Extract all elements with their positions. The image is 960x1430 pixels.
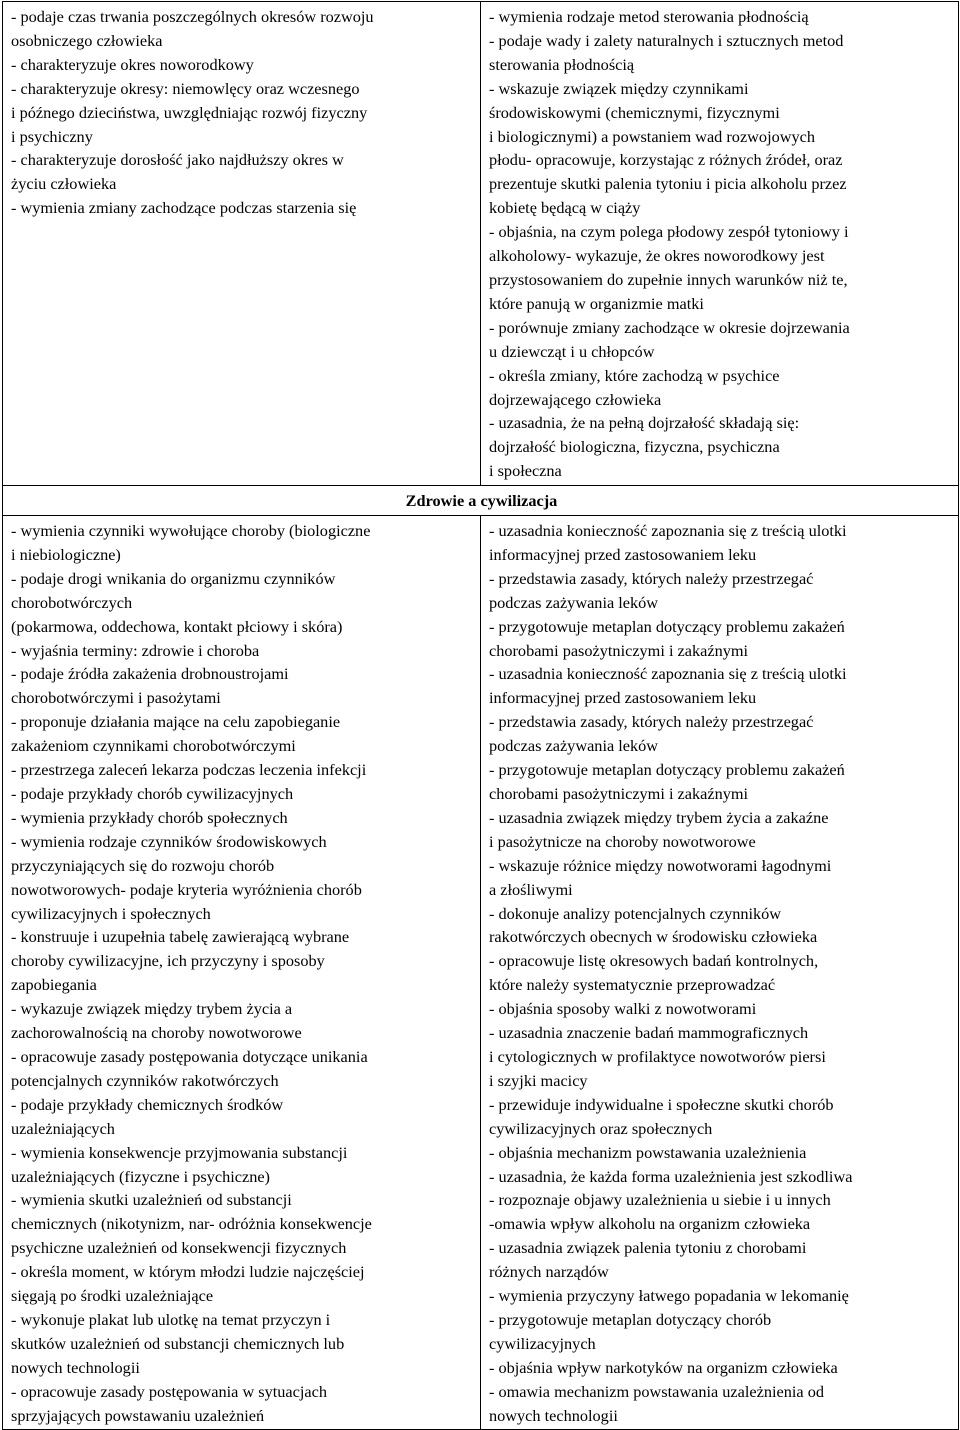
text-line: płodu- opracowuje, korzystając z różnych źródeł, oraz [489, 150, 843, 170]
text-line: (pokarmowa, oddechowa, kontakt płciowy i skóra) [11, 616, 343, 636]
text-line: a złośliwymi [489, 879, 573, 899]
text-line: które panują w organizmie matki [489, 293, 704, 313]
text-line: - proponuje działania mające na celu zapobieganie [11, 712, 341, 732]
text-line: cywilizacyjnych [489, 1333, 596, 1353]
table-row [3, 2, 959, 486]
text-line: różnych narządów [489, 1262, 609, 1282]
text-line: - przygotowuje metaplan dotyczący problemu zakażeń [489, 616, 845, 636]
text-line: życiu człowieka [11, 174, 117, 194]
text-line: choroby cywilizacyjne, ich przyczyny i sposoby [11, 951, 325, 971]
table-row [3, 516, 959, 1430]
text-line: rakotwórczych obecnych w środowisku człowieka [489, 927, 818, 947]
text-line: - uzasadnia, że na pełną dojrzałość składają się: [489, 413, 800, 433]
top-right-cell [481, 2, 959, 486]
text-line: - podaje drogi wnikania do organizmu czynników [11, 568, 336, 588]
text-line: podczas zażywania leków [489, 592, 659, 612]
text-line: chemicznych (nikotynizm, nar- odróżnia konsekwencje [11, 1214, 372, 1234]
text-line: - przygotowuje metaplan dotyczący chorób [489, 1309, 772, 1329]
text-line: - opracowuje zasady postępowania dotyczące unikania [11, 1046, 368, 1066]
bottom-left-cell [3, 516, 481, 1430]
text-line: - objaśnia wpływ narkotyków na organizm człowieka [489, 1357, 838, 1377]
text-line: chorobami pasożytniczymi i zakaźnymi [489, 784, 749, 803]
text-line: prezentuje skutki palenia tytoniu i picia alkoholu przez [489, 174, 847, 194]
text-line: - wymienia rodzaje czynników środowiskowych [11, 831, 327, 851]
text-line: - opracowuje listę okresowych badań kontrolnych, [489, 951, 819, 971]
text-line: - wymienia zmiany zachodzące podczas starzenia się [11, 198, 357, 218]
text-line: uzależniających (fizyczne i psychiczne) [11, 1166, 270, 1186]
text-line: - uzasadnia związek palenia tytoniu z chorobami [489, 1238, 807, 1258]
text-line: - wymienia czynniki wywołujące choroby (biologiczne [11, 521, 371, 541]
text-line: i szyjki macicy [489, 1070, 588, 1090]
text-line: - uzasadnia konieczność zapoznania się z treścią ulotki [489, 521, 847, 541]
text-line: - wymienia skutki uzależnień od substancji [11, 1190, 292, 1210]
text-line: informacyjnej przed zastosowaniem leku [489, 688, 757, 708]
text-line: - przestrzega zaleceń lekarza podczas leczenia infekcji [11, 760, 367, 780]
text-line: - uzasadnia znaczenie badań mammograficznych [489, 1023, 809, 1043]
text-line: - uzasadnia związek między trybem życia a zakaźne [489, 807, 829, 827]
text-line: - charakteryzuje okres noworodkowy [11, 54, 254, 74]
text-line: nowotworowych- podaje kryteria wyróżnienia chorób [11, 879, 362, 899]
text-line: - dokonuje analizy potencjalnych czynników [489, 903, 782, 923]
text-line: - uzasadnia, że każda forma uzależnienia jest szkodliwa [489, 1166, 853, 1186]
text-line: - wyjaśnia terminy: zdrowie i choroba [11, 640, 260, 660]
text-line: psychiczne uzależnień od konsekwencji fizycznych [11, 1238, 347, 1258]
section-row [3, 486, 959, 516]
text-line: - podaje wady i zalety naturalnych i sztucznych metod [489, 30, 844, 50]
text-line: - wymienia przykłady chorób społecznych [11, 807, 288, 827]
text-line: - opracowuje zasady postępowania w sytuacjach [11, 1381, 328, 1401]
text-line: - podaje czas trwania poszczególnych okresów rozwoju [11, 7, 374, 26]
text-line: alkoholowy- wykazuje, że okres noworodkowy jest [489, 246, 825, 266]
bottom-right-cell [481, 516, 959, 1430]
text-line: dojrzewającego człowieka [489, 389, 662, 409]
text-line: -omawia wpływ alkoholu na organizm człowieka [489, 1214, 811, 1234]
text-line: - wymienia przyczyny łatwego popadania w lekomanię [489, 1286, 849, 1306]
text-line: zapobiegania [11, 975, 97, 995]
text-line: i psychiczny [11, 126, 93, 146]
text-line: przyczyniających się do rozwoju chorób [11, 855, 275, 875]
text-line: - wskazuje różnice między nowotworami łagodnymi [489, 855, 832, 875]
text-line: zachorowalnością na choroby nowotworowe [11, 1023, 302, 1043]
text-line: i społeczna [489, 461, 562, 481]
text-line: potencjalnych czynników rakotwórczych [11, 1070, 279, 1090]
text-line: i pasożytnicze na choroby nowotworowe [489, 831, 756, 851]
text-line: - określa zmiany, które zachodzą w psychice [489, 365, 780, 385]
text-line: - przedstawia zasady, których należy przestrzegać [489, 712, 814, 732]
text-line: - rozpoznaje objawy uzależnienia u siebie i u innych [489, 1190, 831, 1210]
text-line: zakażeniom czynnikami chorobotwórczymi [11, 736, 296, 756]
text-line: - wymienia rodzaje metod sterowania płodnością [489, 7, 809, 26]
text-line: nowych technologii [11, 1357, 140, 1377]
section-title: Zdrowie a cywilizacja [3, 486, 959, 516]
text-line: - przewiduje indywidualne i społeczne skutki chorób [489, 1094, 834, 1114]
text-line: dojrzałość biologiczna, fizyczna, psychiczna [489, 437, 780, 457]
text-line: - charakteryzuje dorosłość jako najdłuższy okres w [11, 150, 344, 170]
text-line: - przygotowuje metaplan dotyczący problemu zakażeń [489, 760, 845, 780]
text-line: przystosowaniem do zupełnie innych warunków niż te, [489, 269, 848, 289]
text-line: i niebiologiczne) [11, 544, 121, 564]
text-line: sprzyjających powstawaniu uzależnień [11, 1405, 265, 1425]
text-line: - objaśnia, na czym polega płodowy zespół tytoniowy i [489, 222, 849, 242]
text-line: - objaśnia sposoby walki z nowotworami [489, 999, 757, 1019]
text-line: i późnego dzieciństwa, uwzględniając rozwój fizyczny [11, 102, 368, 122]
text-line: chorobotwórczych [11, 592, 133, 612]
text-line: cywilizacyjnych oraz społecznych [489, 1118, 713, 1138]
text-line: - wykazuje związek między trybem życia a [11, 999, 293, 1019]
text-line: - określa moment, w którym młodzi ludzie najczęściej [11, 1262, 365, 1282]
text-line: chorobami pasożytniczymi i zakaźnymi [489, 640, 749, 660]
text-line: - wymienia konsekwencje przyjmowania substancji [11, 1142, 348, 1162]
text-line: kobietę będącą w ciąży [489, 198, 641, 218]
text-line: cywilizacyjnych i społecznych [11, 903, 211, 923]
text-line: osobniczego człowieka [11, 30, 163, 50]
text-line: - charakteryzuje okresy: niemowlęcy oraz wczesnego [11, 78, 360, 98]
text-line: - objaśnia mechanizm powstawania uzależnienia [489, 1142, 807, 1162]
text-line: uzależniających [11, 1118, 115, 1138]
text-line: - podaje przykłady chorób cywilizacyjnych [11, 784, 294, 803]
text-line: chorobotwórczymi i pasożytami [11, 688, 221, 708]
text-line: informacyjnej przed zastosowaniem leku [489, 544, 757, 564]
text-line: - porównuje zmiany zachodzące w okresie dojrzewania [489, 317, 850, 337]
text-line: - konstruuje i uzupełnia tabelę zawierającą wybrane [11, 927, 350, 947]
text-line: u dziewcząt i u chłopców [489, 341, 655, 361]
text-line: i cytologicznych w profilaktyce nowotworów piersi [489, 1046, 826, 1066]
text-line: - omawia mechanizm powstawania uzależnienia od [489, 1381, 824, 1401]
text-line: podczas zażywania leków [489, 736, 659, 756]
text-line: sięgają po środki uzależniające [11, 1286, 214, 1306]
text-line: - podaje przykłady chemicznych środków [11, 1094, 284, 1114]
text-line: - uzasadnia konieczność zapoznania się z treścią ulotki [489, 664, 847, 684]
text-line: - podaje źródła zakażenia drobnoustrojami [11, 664, 289, 684]
text-line: środowiskowymi (chemicznymi, fizycznymi [489, 102, 780, 122]
text-line: skutków uzależnień od substancji chemicznych lub [11, 1333, 345, 1353]
text-line: które należy systematycznie przeprowadzać [489, 975, 776, 995]
text-line: - wykonuje plakat lub ulotkę na temat przyczyn i [11, 1309, 331, 1329]
text-line: - przedstawia zasady, których należy przestrzegać [489, 568, 814, 588]
text-line: nowych technologii [489, 1405, 618, 1425]
text-line: sterowania płodnością [489, 54, 635, 74]
text-line: - wskazuje związek między czynnikami [489, 78, 749, 98]
curriculum-table [2, 1, 959, 1430]
text-line: i biologicznymi) a powstaniem wad rozwojowych [489, 126, 815, 146]
top-left-cell [3, 2, 481, 486]
